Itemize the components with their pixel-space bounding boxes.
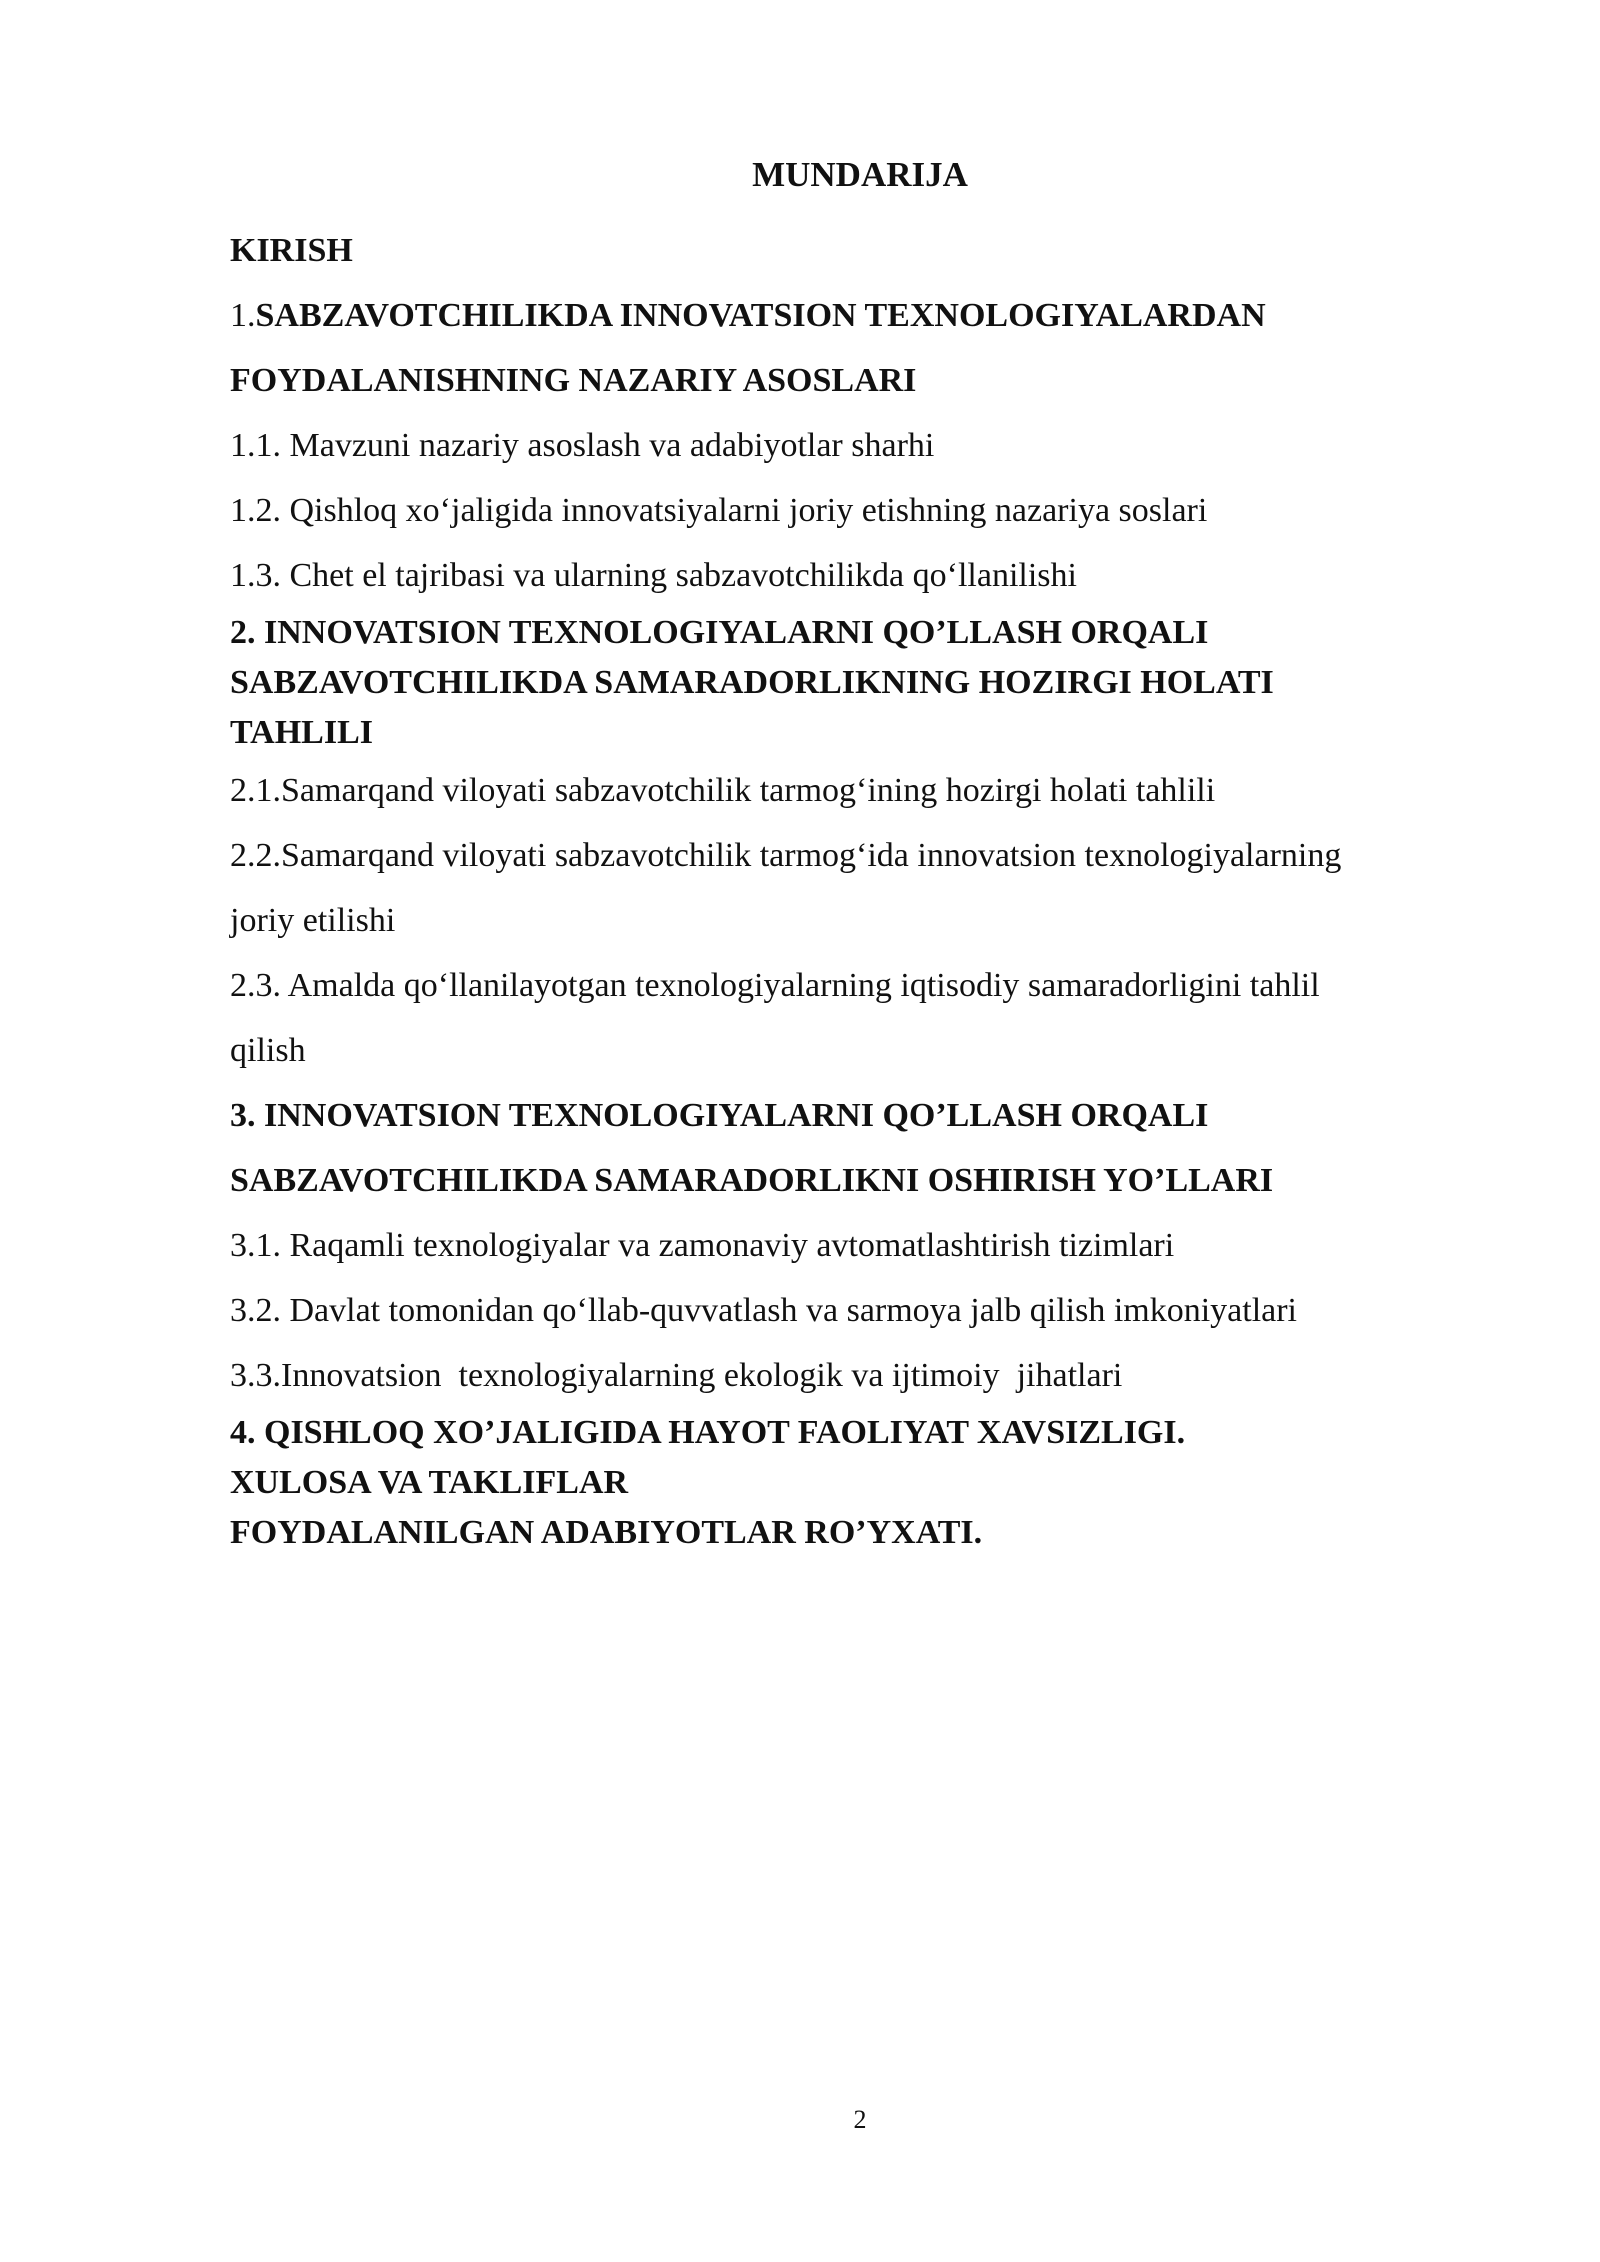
toc-entry-chapter-1-title: SABZAVOTCHILIKDA INNOVATSION TEXNOLOGIYALARDAN (255, 297, 1266, 334)
toc-entry-conclusion: XULOSA VA TAKLIFLAR (230, 1464, 629, 1501)
toc-entry-chapter-3-heading: 3. INNOVATSION TEXNOLOGIYALARNI QO’LLASH ORQALI (230, 1097, 1209, 1134)
toc-entry-chapter-2-heading-end: TAHLILI (230, 714, 373, 751)
toc-entry-3-1: 3.1. Raqamli texnologiyalar va zamonaviy avtomatlashtirish tizimlari (230, 1227, 1175, 1264)
toc-entry-introduction: KIRISH (230, 232, 353, 269)
toc-entry-chapter-2-heading: 2. INNOVATSION TEXNOLOGIYALARNI QO’LLASH ORQALI (230, 614, 1209, 651)
toc-entry-chapter-1-heading (230, 283, 1480, 348)
toc-entry-3-2: 3.2. Davlat tomonidan qo‘llab-quvvatlash va sarmoya jalb qilish imkoniyatlari (230, 1292, 1297, 1329)
toc-entry-chapter-3-heading-cont: SABZAVOTCHILIKDA SAMARADORLIKNI OSHIRISH YO’LLARI (230, 1162, 1274, 1199)
toc-entry-2-3: 2.3. Amalda qo‘llanilayotgan texnologiyalarning iqtisodiy samaradorligini tahlil (230, 967, 1320, 1004)
toc-entry-1-3: 1.3. Chet el tajribasi va ularning sabzavotchilikda qo‘llanilishi (230, 557, 1077, 594)
toc-entry-2-2: 2.2.Samarqand viloyati sabzavotchilik tarmog‘ida innovatsion texnologiyalarning (230, 837, 1342, 874)
page-number: 2 (853, 2105, 867, 2134)
toc-entry-2-3-cont: qilish (230, 1032, 306, 1069)
toc-entry-1-2: 1.2. Qishloq xo‘jaligida innovatsiyalarni joriy etishning nazariya soslari (230, 492, 1208, 529)
toc-entry-3-3: 3.3.Innovatsion texnologiyalarning ekologik va ijtimoiy jihatlari (230, 1357, 1123, 1394)
toc-entry-chapter-2-heading-cont: SABZAVOTCHILIKDA SAMARADORLIKNING HOZIRGI HOLATI (230, 664, 1274, 701)
toc-entry-chapter-4-heading: 4. QISHLOQ XO’JALIGIDA HAYOT FAOLIYAT XAVSIZLIGI. (230, 1414, 1186, 1451)
toc-entry-2-2-cont: joriy etilishi (230, 902, 396, 939)
toc-entry-1-1: 1.1. Mavzuni nazariy asoslash va adabiyotlar sharhi (230, 427, 935, 464)
table-of-contents (230, 218, 1480, 1558)
toc-entry-2-1: 2.1.Samarqand viloyati sabzavotchilik tarmog‘ining hozirgi holati tahlili (230, 772, 1216, 809)
toc-entry-chapter-1-number: 1. (230, 297, 256, 334)
toc-entry-references: FOYDALANILGAN ADABIYOTLAR RO’YXATI. (230, 1514, 983, 1551)
toc-title: MUNDARIJA (752, 155, 968, 194)
toc-entry-chapter-1-heading-cont: FOYDALANISHNING NAZARIY ASOSLARI (230, 362, 917, 399)
